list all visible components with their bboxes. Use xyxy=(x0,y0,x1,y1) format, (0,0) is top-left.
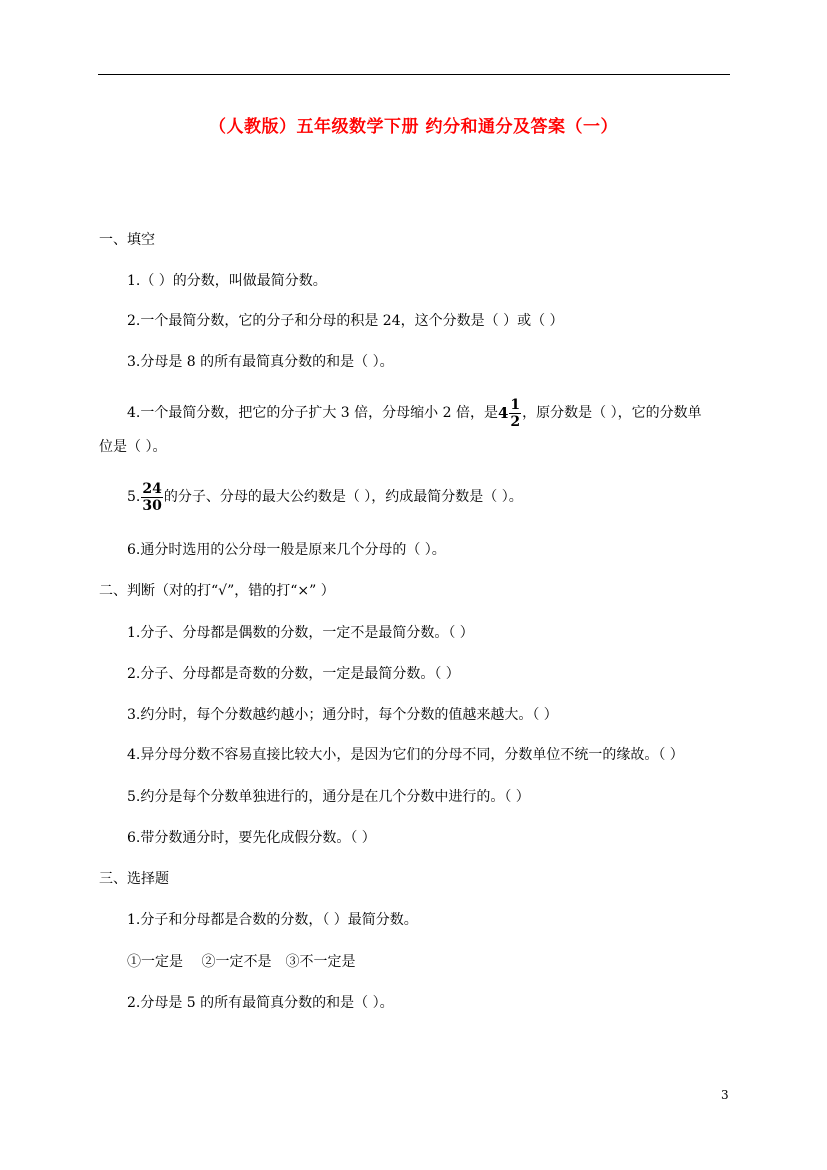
question-1-6: 6.通分时选用的公分母一般是原来几个分母的（ ）。 xyxy=(127,542,446,558)
question-2-4: 4.异分母分数不容易直接比较大小，是因为它们的分母不同，分数单位不统一的缘故。（ ） xyxy=(127,747,684,763)
question-3-1-options: ①一定是 ②一定不是 ③不一定是 xyxy=(127,954,356,970)
fraction-denominator: 2 xyxy=(510,413,521,430)
document-title: （人教版）五年级数学下册 约分和通分及答案（一） xyxy=(209,117,618,137)
question-1-5-prefix: 5. xyxy=(127,489,141,505)
question-1-2: 2.一个最简分数，它的分子和分母的积是 24，这个分数是（ ）或（ ） xyxy=(127,313,564,329)
question-1-1: 1.（ ）的分数，叫做最简分数。 xyxy=(127,273,327,289)
question-1-5 xyxy=(127,479,523,515)
mixed-number-fraction xyxy=(509,397,521,430)
question-1-4-text: 4.一个最简分数，把它的分子扩大 3 倍，分母缩小 2 倍，是 xyxy=(127,405,498,421)
section-heading-true-false: 二、判断（对的打“√”，错的打“×” ） xyxy=(99,583,335,599)
question-1-4-continuation: 位是（ ）。 xyxy=(99,439,167,455)
section-heading-multiple-choice: 三、选择题 xyxy=(99,871,169,887)
fraction-numerator: 24 xyxy=(142,480,162,497)
question-1-4-text-after: ，原分数是（ ），它的分数单 xyxy=(522,405,702,421)
page-number: 3 xyxy=(721,1088,729,1102)
mixed-number-whole: 4 xyxy=(497,404,509,422)
fraction-24-30 xyxy=(141,481,162,514)
section-heading-fill-blank: 一、填空 xyxy=(99,232,155,248)
question-2-2: 2.分子、分母都是奇数的分数，一定是最简分数。（ ） xyxy=(127,666,460,682)
question-2-3: 3.约分时，每个分数越约越小；通分时，每个分数的值越来越大。（ ） xyxy=(127,707,558,723)
fraction-denominator: 30 xyxy=(142,497,162,514)
question-1-5-text: 的分子、分母的最大公约数是（ ），约成最简分数是（ ）。 xyxy=(163,489,523,505)
fraction-numerator: 1 xyxy=(510,396,521,413)
question-3-2: 2.分母是 5 的所有最简真分数的和是（ ）。 xyxy=(127,995,394,1011)
question-2-5: 5.约分是每个分数单独进行的，通分是在几个分数中进行的。（ ） xyxy=(127,789,530,805)
header-rule xyxy=(98,74,730,75)
question-1-3: 3.分母是 8 的所有最简真分数的和是（ ）。 xyxy=(127,354,394,370)
question-2-1: 1.分子、分母都是偶数的分数，一定不是最简分数。（ ） xyxy=(127,625,474,641)
question-3-1: 1.分子和分母都是合数的分数，（ ）最简分数。 xyxy=(127,912,418,928)
question-1-4 xyxy=(127,396,702,430)
question-2-6: 6.带分数通分时，要先化成假分数。（ ） xyxy=(127,830,376,846)
